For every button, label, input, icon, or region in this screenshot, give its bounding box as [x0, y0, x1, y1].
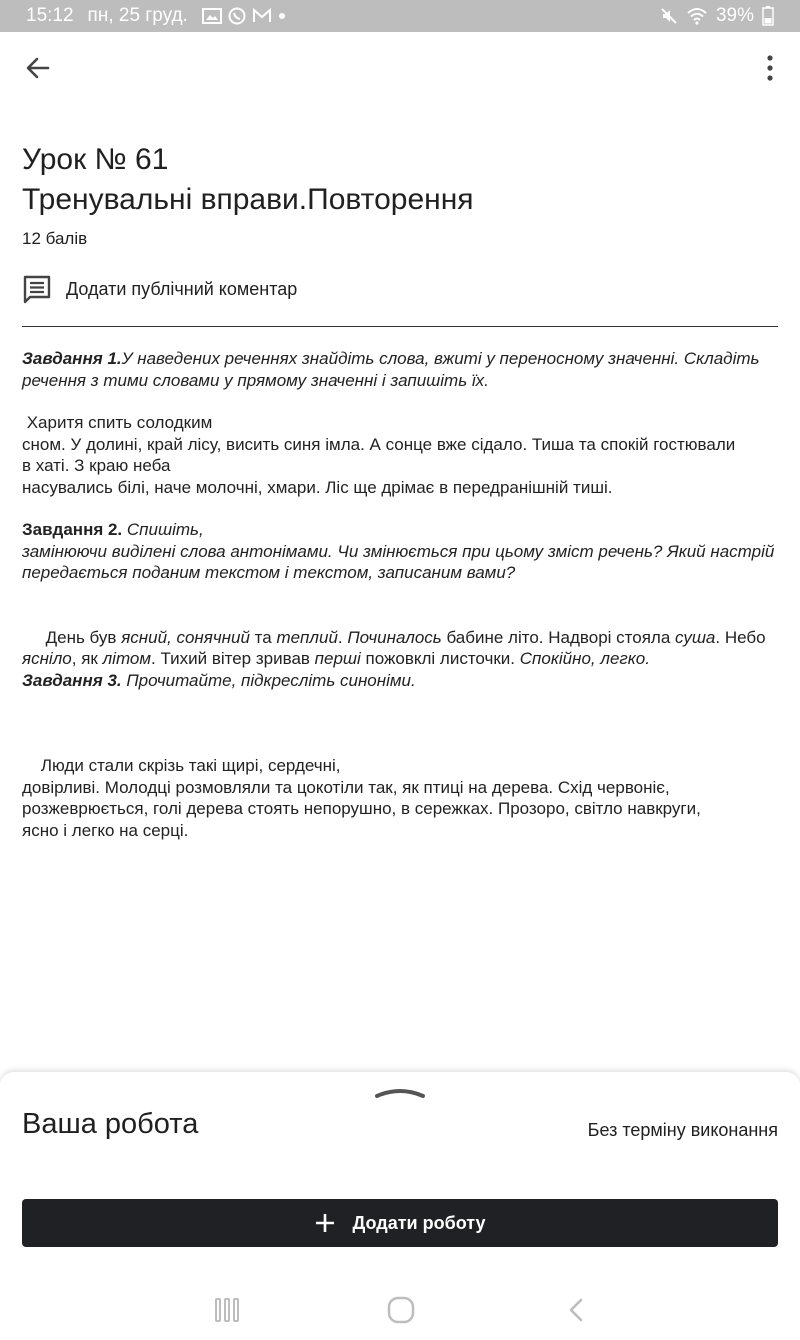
mute-icon — [660, 7, 678, 25]
plus-icon — [314, 1212, 336, 1234]
more-vert-icon[interactable] — [758, 50, 782, 86]
title-line-2: Тренувальні вправи.Повторення — [22, 183, 474, 216]
status-time: 15:12 — [26, 5, 74, 26]
battery-level: 39% — [715, 5, 754, 26]
due-status: Без терміну виконання — [587, 1120, 778, 1140]
comment-icon — [22, 274, 52, 304]
divider — [22, 326, 778, 327]
gmail-icon — [252, 8, 272, 24]
task-3-label: Завдання 3. — [22, 670, 122, 690]
add-comment-label: Додати публічний коментар — [66, 278, 298, 299]
task-2-text: День був ясний, сонячний та теплий. Починалось бабине літо. Надворі стояла суша. Небо ясніло, як літом. Тихий вітер зривав перші пожовклі листочки. Спокійно, легко. — [22, 627, 771, 668]
task-1-text-c: насувались білі, наче молочні, хмари. Ліс ще дрімає в передранішній тиші. — [22, 477, 613, 497]
notification-icons — [202, 7, 286, 25]
app-bar — [0, 32, 800, 104]
dot-icon — [278, 12, 286, 20]
task-1-instruction: Завдання 1.У наведених реченнях знайдіть слова, вжиті у переносному значенні. Складіть — [22, 349, 760, 368]
task-1-label: Завдання 1. — [22, 349, 122, 368]
system-status — [660, 0, 774, 32]
page-title — [22, 140, 474, 220]
viber-icon — [228, 7, 246, 25]
wifi-icon — [686, 7, 708, 25]
expand-handle-icon[interactable] — [374, 1082, 426, 1102]
back-arrow-icon[interactable] — [20, 50, 56, 86]
task-3-instruction: Завдання 3. Прочитайте, підкресліть синоніми. — [22, 670, 416, 690]
points: 12 балів — [22, 229, 88, 248]
add-comment-button[interactable] — [22, 274, 297, 304]
task-1-text-b: сном. У долині, край лісу, висить синя імла. А сонце вже сідало. Тиша та спокій гостювали в хаті. З краю неба — [22, 434, 736, 475]
task-2-instruction: Завдання 2. Спишіть, — [22, 520, 204, 539]
task-3-text-b: довірливі. Молодці розмовляли та цокотіли так, як птиці на дерева. Схід червоніє, розжеврюється, голі дерева стоять непорушно, в сережках. Прозоро, світло навкруги, ясно і легко на серці. — [22, 777, 701, 840]
task-3-text-a: Люди стали скрізь такі щирі, сердечні, — [22, 756, 341, 775]
back-nav-icon[interactable] — [562, 1296, 592, 1324]
task-1-text-a: Харитя спить солодким — [22, 413, 213, 432]
assignment-content: Завдання 1.У наведених реченнях знайдіть слова, вжиті у переносному значенні. Складіть речення з тими словами у прямому значенні і запишіть їх. Харитя спить солодким сном. У долині, край лісу, висить синя імла. А сонце вже сідало. Тиша та спокій гостювали в хаті. З краю неба насувались білі, наче молочні, хмари. Ліс ще дрімає в передранішній тиші. Завдання 2. Спишіть, замінюючи виділені слова антонімами. Чи змінюється при цьому зміст речень? Який настрій передається поданим текстом і текстом, записаним вами? День був ясний, сонячний та теплий. Починалось бабине літо. Надворі стояла суша. Небо ясніло, як літом. Тихий вітер зривав перші пожовклі листочки. Спокійно, легко. Завдання 3. Прочитайте, підкресліть синоніми. Люди стали скрізь такі щирі, сердечні, довірливі. Молодці розмовляли та цокотіли так, як птиці на дерева. Схід червоніє, розжеврюється, голі дерева стоять непорушно, в сережках. Прозоро, світло навкруги, ясно і легко на серці. — [22, 348, 782, 841]
status-date: пн, 25 груд. — [87, 5, 188, 26]
status-bar — [0, 0, 800, 32]
gallery-icon — [202, 8, 222, 24]
recent-apps-icon[interactable] — [212, 1296, 242, 1324]
home-icon[interactable] — [386, 1296, 416, 1324]
task-2-label: Завдання 2. — [22, 520, 123, 539]
battery-icon — [762, 6, 774, 26]
title-line-1: Урок № 61 — [22, 143, 169, 176]
add-work-button[interactable] — [22, 1199, 778, 1247]
add-work-label: Додати роботу — [352, 1212, 486, 1233]
your-work-title: Ваша робота — [22, 1108, 199, 1140]
navigation-bar — [0, 1280, 800, 1340]
